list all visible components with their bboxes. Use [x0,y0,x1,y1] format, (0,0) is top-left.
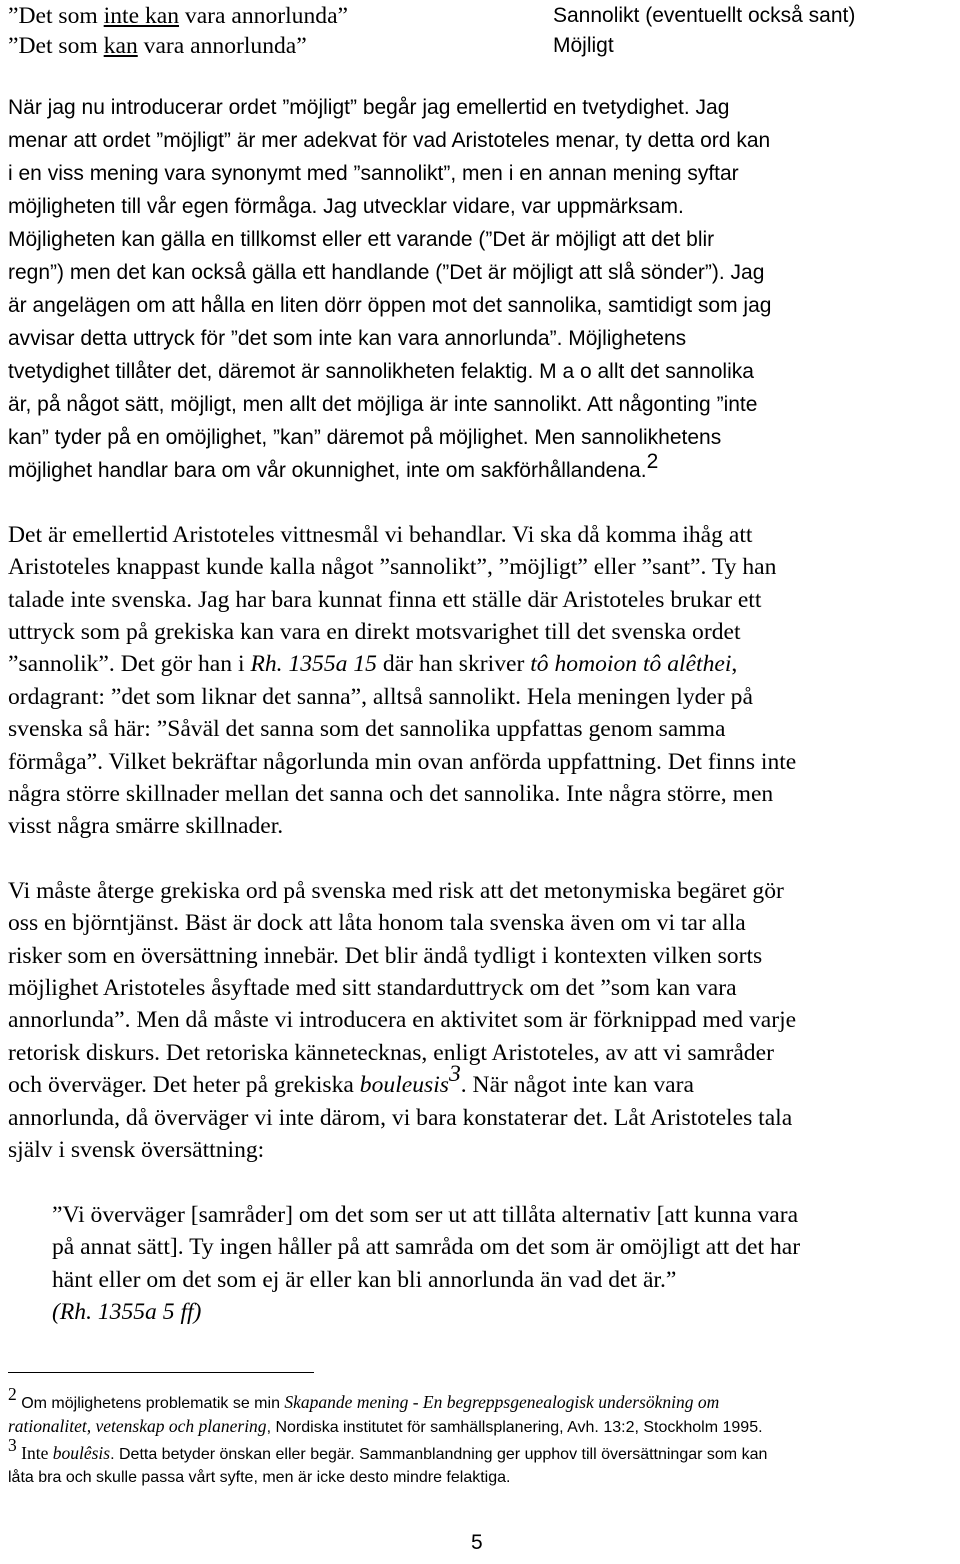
body-text-line [52,1231,800,1263]
body-text-segment: tô homoion tô alêthei [530,651,732,677]
footnote-line [8,1465,510,1491]
body-text-segment: ordagrant: ”det som liknar det sanna”, alltså sannolikt. Hela meningen lyder på [8,684,753,710]
body-text-line [8,1134,264,1166]
body-text-line [8,1037,774,1069]
table-row-1-left-a: ”Det som [8,3,104,29]
body-text-line [8,713,725,745]
table-row-1-left-underlined: inte kan [103,3,180,29]
footnote-separator [8,1372,314,1373]
footnote-segment: . Detta betyder önskan eller begär. Sammanblandning ger upphov till översättningar som kan [110,1446,768,1463]
table-row-1-left-c: vara annorlunda” [179,3,349,29]
body-text-line [8,648,737,680]
body-text-line [52,1296,201,1328]
page-number: 5 [471,1531,483,1554]
body-text-segment: på annat sätt]. Ty ingen håller på att samråda om det som är omöjligt att det har [52,1234,801,1260]
body-text-line [8,616,741,648]
body-text-line [8,323,686,355]
body-text-segment: tvetydighet tillåter det, däremot är sannolikheten felaktig. M a o allt det sannolika [8,360,754,383]
body-text-segment: där han skriver [376,651,531,677]
body-text-line [8,681,753,713]
footnote-marker: 2 [646,449,659,473]
body-text-segment: några större skillnader mellan det sanna och det sannolika. Inte några större, men [8,781,774,807]
body-text-segment: menar att ordet ”möjligt” är mer adekvat för vad Aristoteles menar, ty detta ord kan [8,129,771,152]
body-text-line [8,290,771,322]
body-text-line [8,875,784,907]
body-text-segment: i en viss mening vara synonymt med ”sannolikt”, men i en annan mening syftar [8,162,739,185]
body-text-segment: När jag nu introducerar ordet ”möjligt” begår jag emellertid en tvetydighet. Jag [8,96,730,119]
body-text-line [8,257,764,289]
body-text-segment: är, på något sätt, möjligt, men allt det möjliga är inte sannolikt. Att någonting ”inte [8,393,758,416]
body-text-segment: möjligheten till vår egen förmåga. Jag utvecklar vidare, var uppmärksam. [8,195,684,218]
body-text-line [8,746,796,778]
body-text-line [8,1061,694,1101]
body-text-segment: svenska så här: ”Såväl det sanna som det sannolika uppfattas genom samma [8,716,726,742]
body-text-segment: risker som en översättning innebär. Det blir ändå tydligt i kontexten vilken sorts [8,943,763,969]
table-row-1-left [8,0,348,32]
footnote-line [8,1413,763,1441]
body-text-line [52,1199,798,1231]
body-text-line [8,519,752,551]
body-text-line [52,1264,676,1296]
body-text-segment: bouleusis [359,1072,449,1098]
body-text-line [8,551,776,583]
body-text-segment: förmåga”. Vilket bekräftar någorlunda min ovan anförda uppfattning. Det finns inte [8,749,797,775]
body-text-segment: är angelägen om att hålla en liten dörr öppen mot det sannolika, samtidigt som jag [8,294,772,317]
body-text-segment: retorisk diskurs. Det retoriska kännetecknas, enligt Aristoteles, av att vi samråder [8,1040,774,1066]
body-text-line [8,92,729,124]
body-text-segment: Vi måste återge grekiska ord på svenska med risk att det metonymiska begäret gör [8,878,784,904]
table-row-2-left-c: vara annorlunda” [137,33,307,59]
body-text-line [8,224,714,256]
body-text-segment: oss en björntjänst. Bäst är dock att låta honom tala svenska även om vi tar alla [8,910,746,936]
body-text-line [8,158,739,190]
body-text-segment: (Rh. 1355a 5 ff) [52,1299,202,1325]
body-text-segment: Aristoteles knappast kunde kalla något ”sannolikt”, ”möjligt” eller ”sant”. Ty han [8,554,777,580]
body-text-segment: Rh. 1355a 15 [250,651,377,677]
footnote-marker: 2 [8,1384,17,1405]
body-text-segment: avvisar detta uttryck för ”det som inte kan vara annorlunda”. Möjlighetens [8,327,687,350]
body-text-segment: talade inte svenska. Jag har bara kunnat finna ett ställe där Aristoteles brukar ett [8,587,762,613]
body-text-segment: ”sannolik”. Det gör han i [8,651,251,677]
body-text-line [8,584,761,616]
body-text-segment: Möjligheten kan gälla en tillkomst eller ett varande (”Det är möjligt att det blir [8,228,715,251]
footnote-segment: låta bra och skulle passa vårt syfte, men är icke desto mindre felaktiga. [8,1469,511,1486]
body-text-segment: visst några smärre skillnader. [8,813,284,839]
body-text-line [8,778,773,810]
body-text-segment: kan” tyder på en omöjlighet, ”kan” däremot på möjlighet. Men sannolikhetens [8,426,722,449]
body-text-segment: , [731,651,738,677]
body-text-segment: och överväger. Det heter på grekiska [8,1072,360,1098]
body-text-line [8,449,659,487]
body-text-segment: . När något inte kan vara [460,1072,694,1098]
footnote-segment: Om möjlighetens problematik se min [16,1395,285,1412]
footnote-marker: 3 [8,1435,17,1456]
footnote-line [8,1435,768,1468]
footnote-segment: boulêsis [52,1443,111,1463]
body-text-segment: själv i svensk översättning: [8,1137,265,1163]
body-text-line [8,1004,796,1036]
table-row-2-right: Möjligt [553,34,614,57]
body-text-line [8,356,754,388]
table-row-2-left-a: ”Det som [8,33,104,59]
body-text-segment: ”Vi överväger [samråder] om det som ser ut att tillåta alternativ [att kunna vara [52,1202,799,1228]
footnote-segment: rationalitet, vetenskap och planering [8,1416,267,1436]
table-row-1-right: Sannolikt (eventuellt också sant) [553,4,856,27]
body-text-line [8,125,770,157]
table-row-2-left [8,30,307,62]
body-text-segment: möjlighet Aristoteles åsyftade med sitt standarduttryck om det ”som kan vara [8,975,737,1001]
body-text-line [8,422,721,454]
body-text-segment: möjlighet handlar bara om vår okunnighet, inte om sakförhållandena. [8,459,647,482]
body-text-segment: uttryck som på grekiska kan vara en direkt motsvarighet till det svenska ordet [8,619,741,645]
body-text-line [8,972,737,1004]
body-text-segment: Det är emellertid Aristoteles vittnesmål vi behandlar. Vi ska då komma ihåg att [8,522,753,548]
body-text-segment: regn”) men det kan också gälla ett handlande (”Det är möjligt att slå sönder”). Jag [8,261,765,284]
body-text-line [8,389,757,421]
body-text-segment: hänt eller om det som ej är eller kan bli annorlunda än vad det är.” [52,1267,677,1293]
body-text-segment: annorlunda, då överväger vi inte därom, vi bara konstaterar det. Låt Aristoteles tala [8,1105,793,1131]
footnote-segment: Inte [16,1443,53,1463]
body-text-line [8,940,762,972]
body-text-line [8,1102,792,1134]
table-row-2-left-underlined: kan [103,33,138,59]
body-text-line [8,907,746,939]
body-text-segment: annorlunda”. Men då måste vi introducera en aktivitet som är förknippad med varje [8,1007,797,1033]
body-text-line [8,191,684,223]
footnote-marker: 3 [448,1061,461,1088]
body-text-line [8,810,283,842]
footnote-segment: Skapande mening - En begreppsgenealogisk undersökning om [284,1392,720,1412]
footnote-segment: , Nordiska institutet för samhällsplanering, Avh. 13:2, Stockholm 1995. [266,1419,763,1436]
